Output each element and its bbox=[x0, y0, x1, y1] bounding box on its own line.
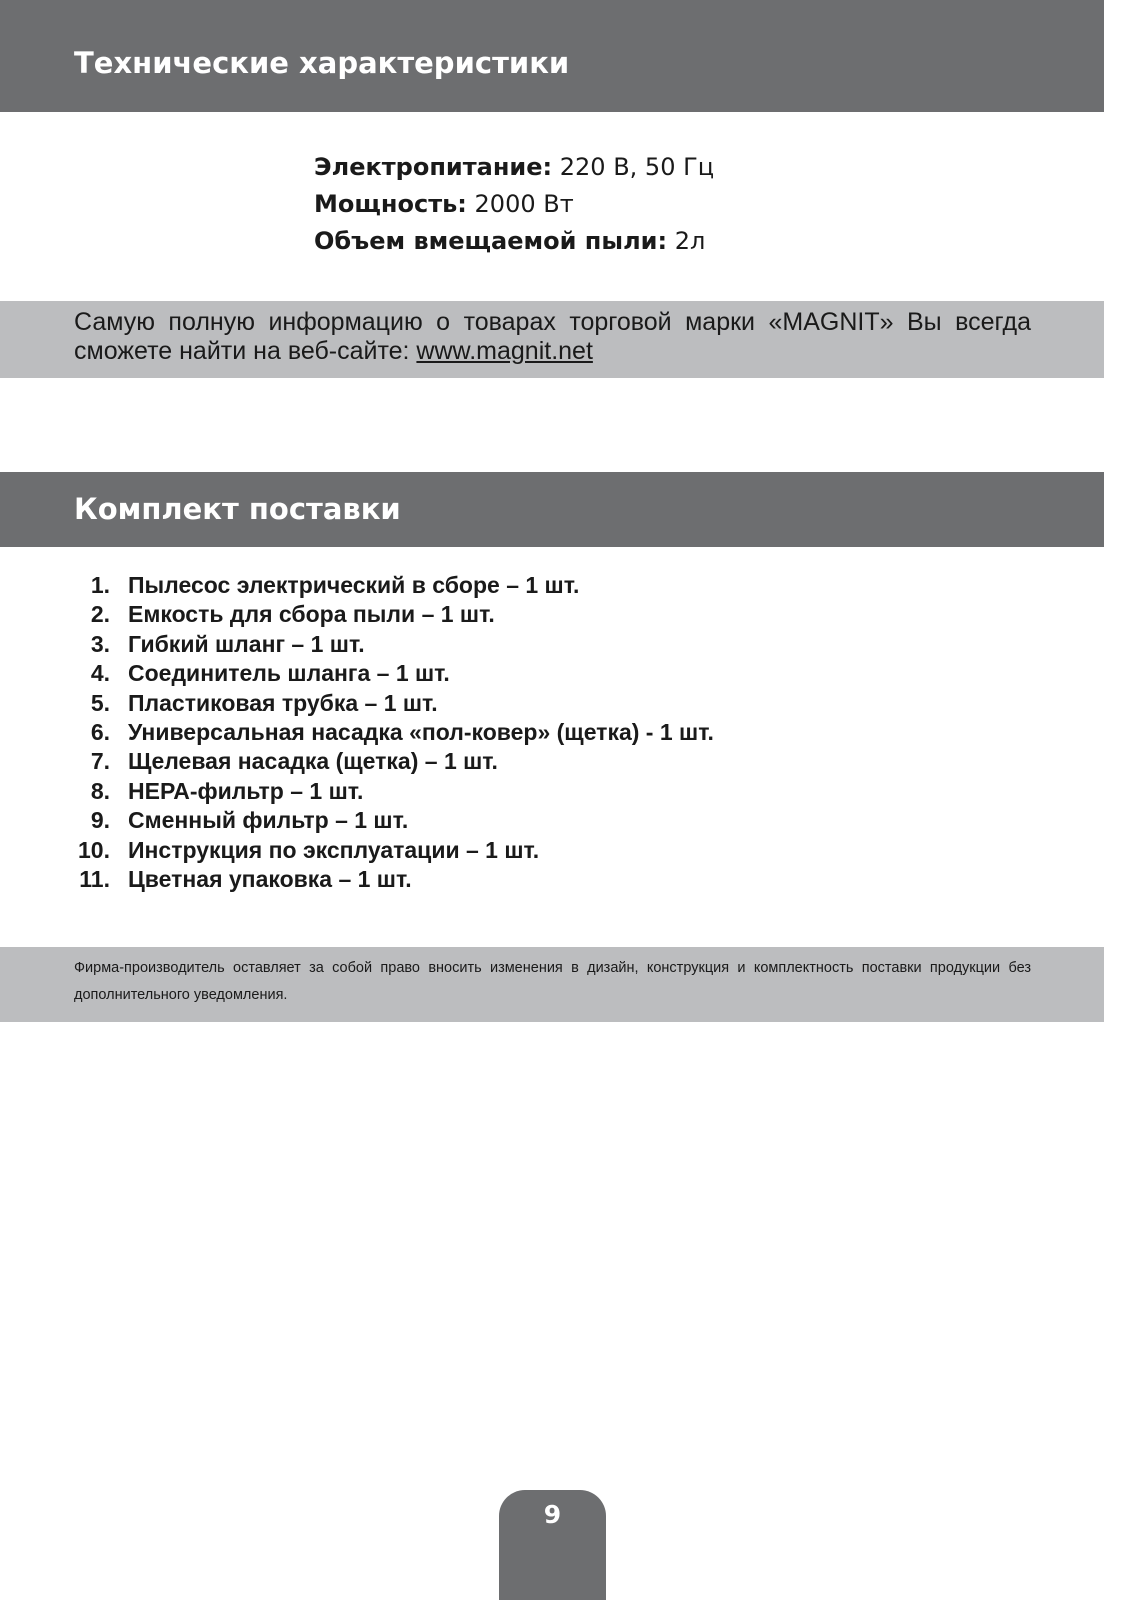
info-message: Самую полную информацию о товарах торговой марки «MAGNIT» Вы всегда сможете найти на веб-сайте: bbox=[74, 308, 1031, 365]
page-number-tab bbox=[499, 1490, 606, 1600]
item-text: НЕРА-фильтр – 1 шт. bbox=[128, 777, 364, 804]
item-text: Соединитель шланга – 1 шт. bbox=[128, 660, 450, 687]
item-number: 8. bbox=[90, 777, 110, 804]
item-text: Щелевая насадка (щетка) – 1 шт. bbox=[128, 748, 498, 775]
list-item bbox=[74, 659, 714, 688]
item-number: 4. bbox=[90, 660, 110, 687]
item-text: Пластиковая трубка – 1 шт. bbox=[128, 689, 438, 716]
list-item bbox=[74, 630, 714, 659]
item-number: 11. bbox=[79, 866, 110, 893]
list-item bbox=[74, 806, 714, 835]
website-link[interactable]: www.magnit.net bbox=[416, 337, 593, 365]
item-number: 3. bbox=[90, 630, 110, 657]
list-item bbox=[74, 747, 714, 776]
item-number: 2. bbox=[90, 601, 110, 628]
item-number: 1. bbox=[90, 572, 110, 598]
specs-list bbox=[314, 149, 714, 260]
spec-power-supply bbox=[314, 149, 714, 186]
item-number: 6. bbox=[90, 719, 110, 746]
spec-value: 2л bbox=[674, 227, 706, 255]
item-text: Инструкция по эксплуатации – 1 шт. bbox=[128, 836, 540, 863]
spec-value: 220 В, 50 Гц bbox=[559, 153, 715, 181]
item-text: Цветная упаковка – 1 шт. bbox=[128, 866, 412, 893]
item-number: 10. bbox=[78, 836, 110, 863]
spec-value: 2000 Вт bbox=[474, 190, 574, 218]
item-text: Гибкий шланг – 1 шт. bbox=[128, 630, 365, 657]
item-number: 9. bbox=[90, 807, 110, 834]
list-item bbox=[74, 571, 714, 600]
item-text: Емкость для сбора пыли – 1 шт. bbox=[128, 601, 495, 628]
spec-power bbox=[314, 186, 714, 223]
item-number: 7. bbox=[90, 748, 110, 775]
item-text: Универсальная насадка «пол-ковер» (щетка) - 1 шт. bbox=[128, 719, 714, 746]
disclaimer-text: Фирма-производитель оставляет за собой право вносить изменения в дизайн, конструкция и комплектность поставки продукции без дополнительного уведомления. bbox=[74, 960, 1031, 1003]
spec-label: Мощность: bbox=[314, 190, 467, 218]
list-item bbox=[74, 600, 714, 629]
item-number: 5. bbox=[90, 689, 110, 716]
list-item bbox=[74, 865, 714, 894]
list-item bbox=[74, 718, 714, 747]
kit-title: Комплект поставки bbox=[74, 492, 401, 526]
item-text: Пылесос электрический в сборе – 1 шт. bbox=[128, 572, 580, 598]
info-text bbox=[74, 308, 1031, 366]
list-item bbox=[74, 777, 714, 806]
page-number: 9 bbox=[543, 1500, 562, 1529]
spec-label: Объем вмещаемой пыли: bbox=[314, 227, 668, 255]
item-text: Сменный фильтр – 1 шт. bbox=[128, 807, 409, 834]
tech-specs-title: Технические характеристики bbox=[74, 46, 570, 80]
kit-list bbox=[74, 571, 714, 894]
list-item bbox=[74, 836, 714, 865]
list-item bbox=[74, 689, 714, 718]
spec-label: Электропитание: bbox=[314, 153, 553, 181]
spec-dust-capacity bbox=[314, 223, 714, 260]
